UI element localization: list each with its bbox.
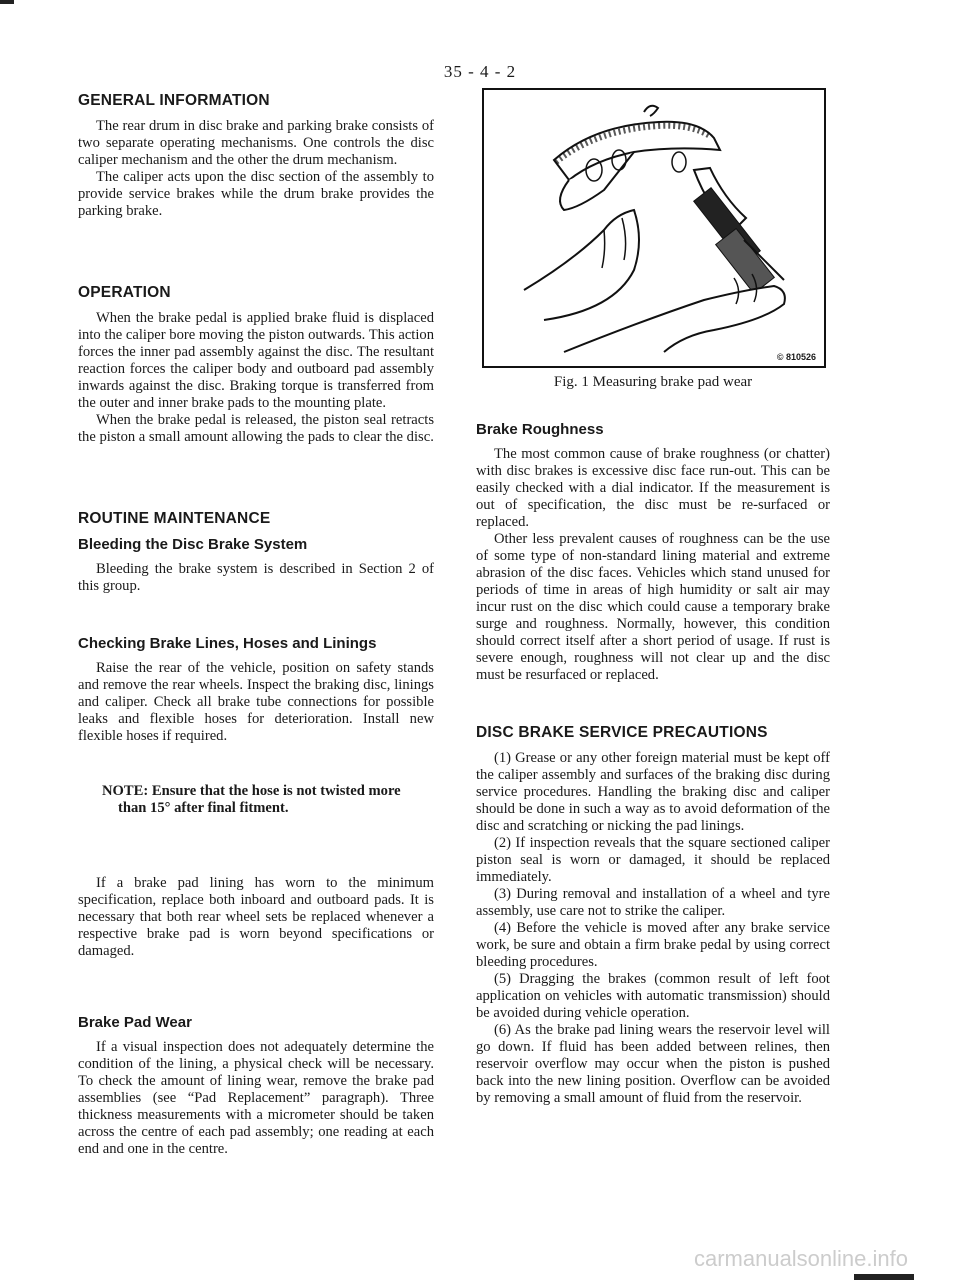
bleeding-heading: Bleeding the Disc Brake System [78,536,308,553]
checking-paragraph: Raise the rear of the vehicle, position on safety stands and remove the rear wheels. Inspect the braking disc, linings and caliper. Check all brake tube connections for possible leaks and flexible hoses for deterioration. Install new flexible hoses if required. [78,660,434,744]
figure-frame [482,88,826,368]
brake-pad-wear-paragraph: If a visual inspection does not adequately determine the condition of the lining, a physical check will be necessary. To check the amount of lining wear, remove the brake pad assemblies (see “Pad Replacement” paragraph). Three thickness measurements with a micrometer should be taken across the centre of each pad assembly; one reading at each end and one in the centre. [78,1039,434,1157]
checking-heading: Checking Brake Lines, Hoses and Linings [78,635,377,652]
general-information-paragraph-2: The caliper acts upon the disc section of the assembly to provide service brakes while the drum brake provides the parking brake. [78,169,434,219]
routine-maintenance-heading: ROUTINE MAINTENANCE [78,510,271,527]
hose-note [102,783,434,817]
worn-pad-paragraph: If a brake pad lining has worn to the minimum specification, replace both inboard and outboard pads. It is necessary that both rear wheel sets be replaced whenever a respective brake pad is worn beyond specifications or damaged. [78,875,434,959]
precautions-heading: DISC BRAKE SERVICE PRECAUTIONS [476,724,768,741]
watermark: carmanualsonline.info [693,1246,908,1271]
general-information-heading: GENERAL INFORMATION [78,92,270,109]
brake-pad-wear-section [78,1014,434,1158]
left-column [78,92,434,1158]
operation-section [78,284,434,446]
precaution-item: (2) If inspection reveals that the square sectioned caliper piston seal is worn or damaged, it should be replaced immediately. [476,835,830,885]
brake-roughness-heading: Brake Roughness [476,421,604,438]
operation-paragraph-2: When the brake pedal is released, the piston seal retracts the piston a small amount allowing the pads to clear the disc. [78,412,434,445]
precaution-item: (4) Before the vehicle is moved after any brake service work, be sure and obtain a firm brake pedal by using correct bleeding procedures. [476,920,830,970]
general-information-paragraph-1: The rear drum in disc brake and parking brake consists of two separate operating mechanisms. One controls the disc caliper mechanism and the other the drum mechanism. [78,118,434,168]
right-column [476,88,830,1107]
operation-paragraph-1: When the brake pedal is applied brake fluid is displaced into the caliper bore moving the piston outwards. This action forces the inner pad assembly against the disc. The resultant reaction forces the caliper body and outboard pad assembly inwards against the disc. Braking torque is transferred from the outer and inner brake pads to the mounting plate. [78,310,434,411]
precautions-section [476,724,830,1107]
brake-roughness-paragraph-1: The most common cause of brake roughness (or chatter) with disc brakes is excessive disc face run-out. This can be easily checked with a dial indicator. If the measurement is out of specification, the disc must be re-surfaced or replaced. [476,446,830,530]
precaution-item: (5) Dragging the brakes (common result of left foot application on vehicles with automatic transmission) should be avoided during vehicle operation. [476,971,830,1021]
general-information-section [78,92,434,220]
precaution-item: (6) As the brake pad lining wears the reservoir level will go down. If fluid has been added between relines, then reservoir overflow may occur when the piston is pushed back into the new lining position. Overflow can be avoided by removing a small amount of fluid from the reservoir. [476,1022,830,1106]
figure-caption: Fig. 1 Measuring brake pad wear [553,374,753,390]
precaution-item: (1) Grease or any other foreign material must be kept off the caliper assembly and surfaces of the braking disc during service procedures. Handling the braking disc and caliper should be done in such a way as to avoid deformation of the disc and scratching or nicking the pad linings. [476,750,830,834]
operation-heading: OPERATION [78,284,171,301]
precaution-item: (3) During removal and installation of a wheel and tyre assembly, use care not to strike the caliper. [476,886,830,919]
bottom-bar [854,1274,914,1280]
note-line-2: than 15° after final fitment. [118,800,289,816]
routine-maintenance-section [78,510,434,960]
figure-code: © 810526 [776,352,816,362]
corner-mark [0,0,14,4]
micrometer-illustration [484,90,824,366]
page-number: 35 - 4 - 2 [443,62,517,81]
brake-pad-wear-heading: Brake Pad Wear [78,1014,192,1031]
brake-roughness-paragraph-2: Other less prevalent causes of roughness can be the use of some type of non-standard lining material and extreme abrasion of the disc faces. Vehicles which stand unused for periods of time in areas of high humidity or salt air may incur rust on the disc which could cause a temporary brake surge and roughness. Normally, however, this condition should correct itself after a short period of usage. If rust is severe enough, roughness will not clear up and the disc must be resurfaced or replaced. [476,531,830,683]
bleeding-paragraph: Bleeding the brake system is described in Section 2 of this group. [78,561,434,594]
note-line-1: NOTE: Ensure that the hose is not twisted more [102,783,401,799]
brake-roughness-section [476,421,830,684]
